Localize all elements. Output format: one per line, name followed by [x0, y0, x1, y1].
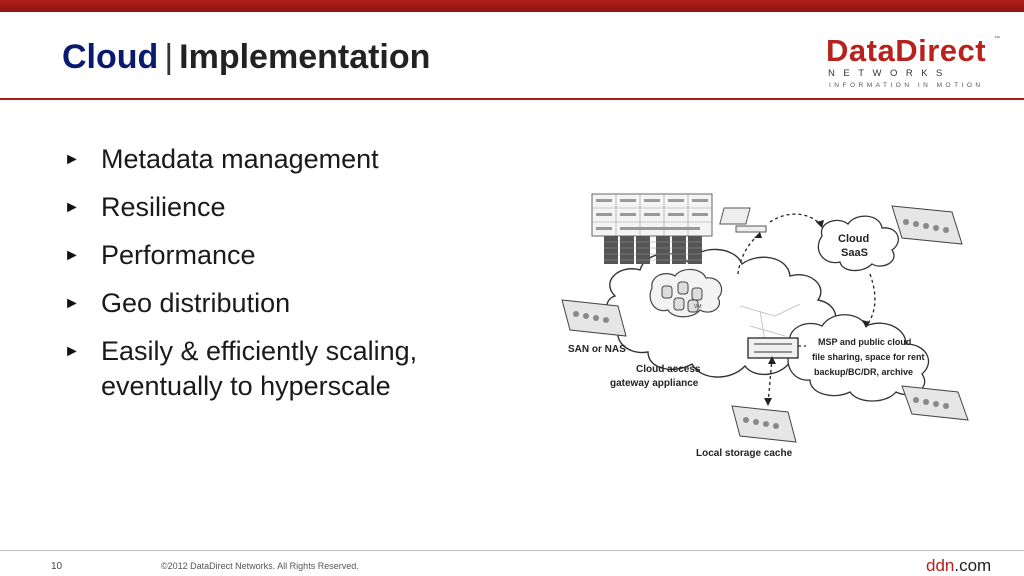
- bullet-text-continuation: eventually to hyperscale: [101, 371, 391, 401]
- title-divider: [0, 98, 1024, 100]
- local-cache-label: Local storage cache: [696, 448, 793, 459]
- cloud-architecture-diagram: [560, 186, 990, 466]
- msp-label-1: MSP and public cloud: [818, 337, 912, 347]
- bullet-item: [64, 238, 534, 273]
- logo-trademark: ™: [994, 36, 1000, 42]
- local-storage-cache: [696, 406, 796, 459]
- footer-divider: [0, 550, 1024, 551]
- cloud-saas: [818, 216, 898, 270]
- page-number: 10: [51, 561, 63, 572]
- virtual-infrastructure-stack: [592, 194, 712, 264]
- logo-tagline: INFORMATION IN MOTION: [829, 82, 984, 89]
- vm-tag: VM: [694, 304, 702, 310]
- gateway-label-2: gateway appliance: [610, 378, 699, 389]
- gateway-label-1: Cloud access: [636, 364, 701, 375]
- bullet-text: Metadata management: [101, 144, 379, 174]
- bullet-arrow-icon: ►: [64, 247, 80, 264]
- bullet-arrow-icon: ►: [64, 295, 80, 312]
- logo-networks: NETWORKS: [828, 68, 951, 79]
- bullet-text: Performance: [101, 240, 256, 270]
- bullet-item: [64, 286, 534, 321]
- bullet-arrow-icon: ►: [64, 343, 80, 360]
- bullet-text: Geo distribution: [101, 288, 291, 318]
- bullet-item: [64, 190, 534, 225]
- bullet-item: [64, 334, 534, 404]
- bullet-arrow-icon: ►: [64, 151, 80, 168]
- bullet-text: Easily & efficiently scaling,: [101, 336, 418, 366]
- datadirect-logo: [826, 34, 1002, 92]
- slide-title: [62, 36, 430, 78]
- msp-label-3: backup/BC/DR, archive: [814, 367, 914, 377]
- bullet-item: [64, 142, 534, 177]
- title-part-implementation: Implementation: [179, 38, 431, 76]
- cloud-saas-label-2: SaaS: [841, 247, 868, 259]
- san-nas-label: SAN or NAS: [568, 344, 626, 355]
- bullet-list: [64, 142, 534, 417]
- title-separator: |: [164, 38, 174, 76]
- title-part-cloud: Cloud: [62, 38, 159, 76]
- bullet-arrow-icon: ►: [64, 199, 80, 216]
- saas-storage-box: [892, 206, 962, 244]
- top-accent-bar: [0, 0, 1024, 12]
- client-device: [720, 208, 766, 232]
- site-ddn: ddn: [926, 556, 955, 575]
- cloud-saas-label-1: Cloud: [838, 233, 870, 245]
- msp-label-2: file sharing, space for rent: [812, 352, 925, 362]
- san-nas-storage: [562, 300, 626, 355]
- site-com: .com: [954, 556, 992, 575]
- copyright-text: ©2012 DataDirect Networks. All Rights Reserved.: [161, 561, 359, 571]
- footer-website: [926, 556, 991, 576]
- logo-wordmark: DataDirect: [826, 33, 987, 68]
- msp-storage-box: [902, 386, 968, 420]
- bullet-text: Resilience: [101, 192, 226, 222]
